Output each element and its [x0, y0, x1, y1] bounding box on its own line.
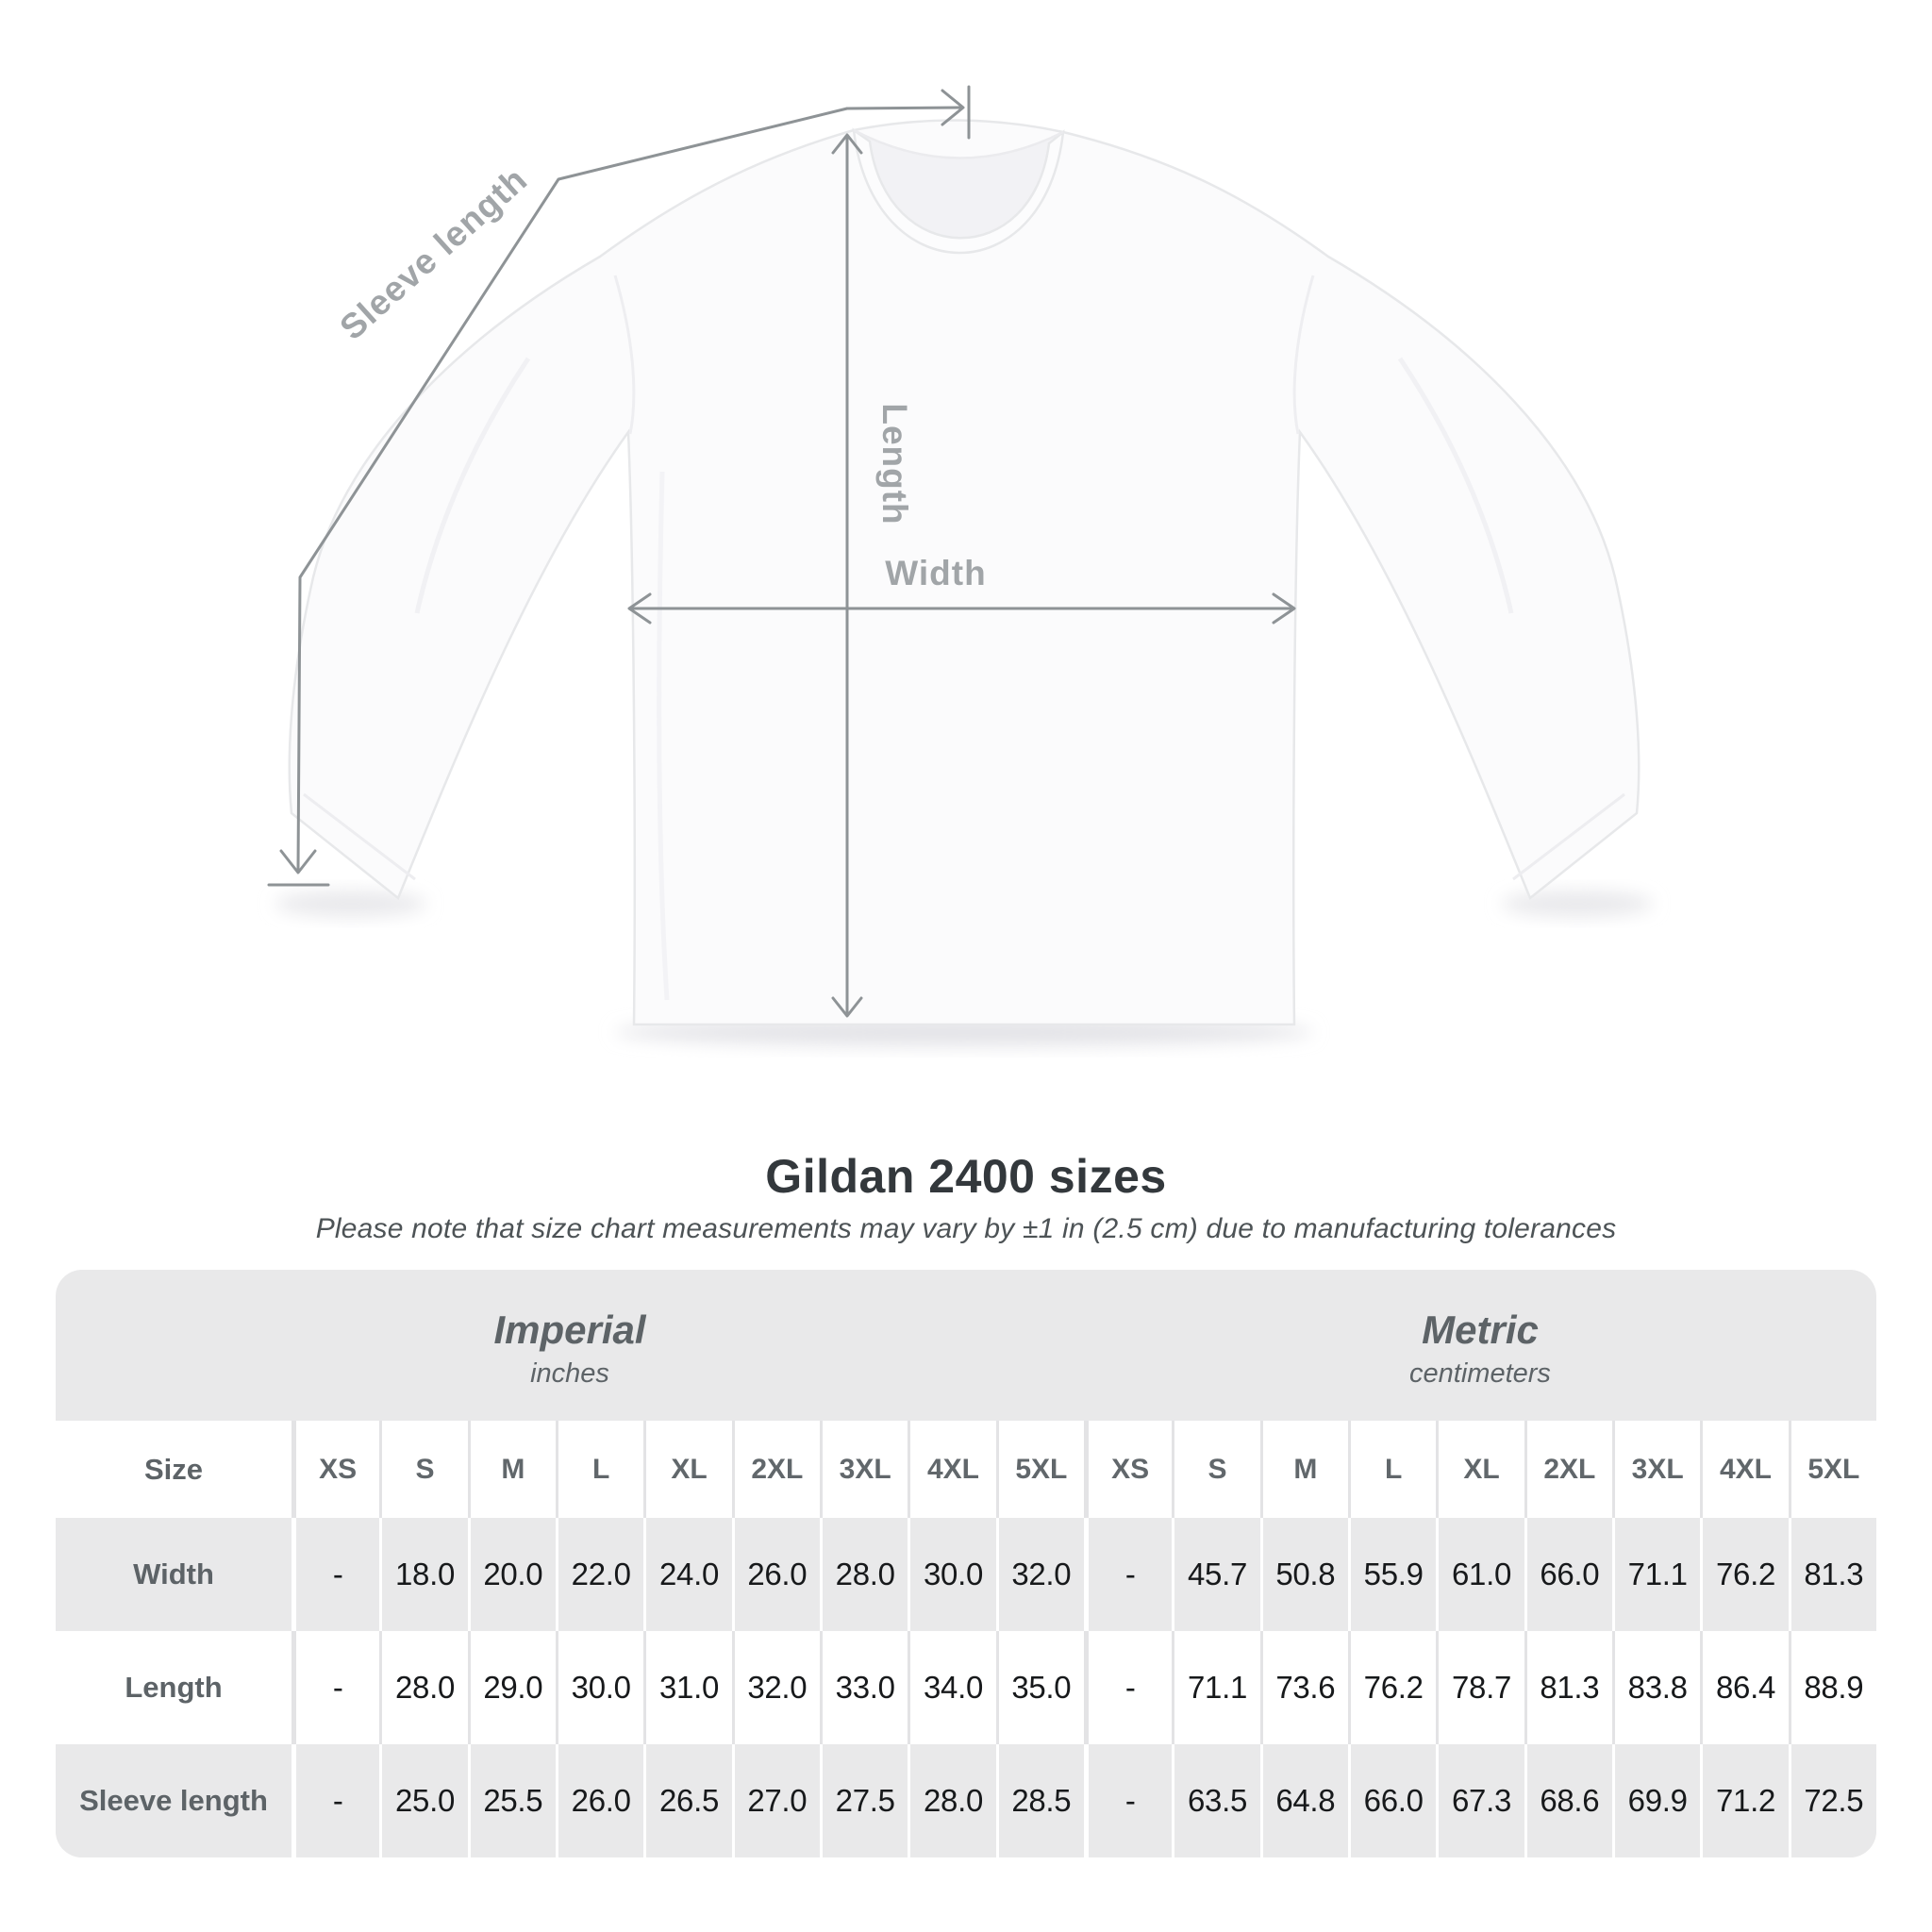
value-metric-L: 76.2: [1348, 1631, 1436, 1744]
value-metric-5XL: 81.3: [1789, 1518, 1876, 1631]
value-metric-L: 66.0: [1348, 1744, 1436, 1857]
value-imperial-2XL: 26.0: [732, 1518, 820, 1631]
row-label: Width: [133, 1557, 214, 1591]
value-metric-5XL: 72.5: [1789, 1744, 1876, 1857]
value-imperial-S: 25.0: [379, 1744, 467, 1857]
value-metric-XL: 67.3: [1436, 1744, 1524, 1857]
value-metric-5XL: 88.9: [1789, 1631, 1876, 1744]
size-header-metric-S: S: [1172, 1421, 1259, 1518]
value-imperial-XL: 31.0: [643, 1631, 731, 1744]
length-label: Length: [875, 403, 914, 525]
size-header-metric-3XL: 3XL: [1612, 1421, 1700, 1518]
value-imperial-XS: -: [291, 1744, 379, 1857]
value-imperial-2XL: 32.0: [732, 1631, 820, 1744]
size-header-imperial-L: L: [556, 1421, 643, 1518]
size-header-imperial-5XL: 5XL: [996, 1421, 1084, 1518]
value-imperial-4XL: 30.0: [908, 1518, 995, 1631]
value-metric-4XL: 71.2: [1700, 1744, 1788, 1857]
value-imperial-XS: -: [291, 1631, 379, 1744]
value-metric-XS: -: [1084, 1744, 1172, 1857]
value-metric-4XL: 86.4: [1700, 1631, 1788, 1744]
value-imperial-S: 18.0: [379, 1518, 467, 1631]
value-metric-3XL: 69.9: [1612, 1744, 1700, 1857]
size-table: [56, 1270, 1876, 1857]
value-imperial-M: 29.0: [468, 1631, 556, 1744]
size-header-metric-M: M: [1260, 1421, 1348, 1518]
value-metric-M: 64.8: [1260, 1744, 1348, 1857]
value-imperial-5XL: 35.0: [996, 1631, 1084, 1744]
page-title: Gildan 2400 sizes: [765, 1150, 1167, 1203]
value-metric-XL: 61.0: [1436, 1518, 1524, 1631]
value-metric-M: 50.8: [1260, 1518, 1348, 1631]
value-metric-L: 55.9: [1348, 1518, 1436, 1631]
value-imperial-M: 25.5: [468, 1744, 556, 1857]
size-header-row: [56, 1421, 1876, 1518]
value-metric-2XL: 66.0: [1524, 1518, 1612, 1631]
value-metric-S: 71.1: [1172, 1631, 1259, 1744]
metric-unit: centimeters: [1409, 1357, 1551, 1389]
size-header-imperial-4XL: 4XL: [908, 1421, 995, 1518]
size-header-metric-2XL: 2XL: [1524, 1421, 1612, 1518]
imperial-unit: inches: [530, 1357, 609, 1389]
value-imperial-3XL: 28.0: [820, 1518, 908, 1631]
size-header-metric-5XL: 5XL: [1789, 1421, 1876, 1518]
value-imperial-XL: 24.0: [643, 1518, 731, 1631]
value-metric-2XL: 68.6: [1524, 1744, 1612, 1857]
table-row: [56, 1744, 1876, 1857]
size-header-imperial-XS: XS: [291, 1421, 379, 1518]
value-metric-M: 73.6: [1260, 1631, 1348, 1744]
imperial-group-header: [56, 1270, 1084, 1421]
value-imperial-2XL: 27.0: [732, 1744, 820, 1857]
value-imperial-5XL: 32.0: [996, 1518, 1084, 1631]
value-imperial-4XL: 34.0: [908, 1631, 995, 1744]
size-header-imperial-S: S: [379, 1421, 467, 1518]
size-header-metric-4XL: 4XL: [1700, 1421, 1788, 1518]
value-imperial-L: 22.0: [556, 1518, 643, 1631]
row-label: Sleeve length: [79, 1784, 268, 1817]
value-metric-S: 63.5: [1172, 1744, 1259, 1857]
size-header-metric-XL: XL: [1436, 1421, 1524, 1518]
value-metric-XS: -: [1084, 1518, 1172, 1631]
row-label: Length: [125, 1671, 223, 1704]
value-metric-XS: -: [1084, 1631, 1172, 1744]
page-subtitle: Please note that size chart measurements may vary by ±1 in (2.5 cm) due to manufacturing tolerances: [315, 1213, 1617, 1244]
table-row: [56, 1631, 1876, 1744]
value-imperial-5XL: 28.5: [996, 1744, 1084, 1857]
size-header-imperial-M: M: [468, 1421, 556, 1518]
value-imperial-XL: 26.5: [643, 1744, 731, 1857]
unit-group-header-row: [56, 1270, 1876, 1421]
size-table-body: [56, 1518, 1876, 1857]
value-imperial-3XL: 33.0: [820, 1631, 908, 1744]
value-imperial-L: 30.0: [556, 1631, 643, 1744]
size-header-imperial-XL: XL: [643, 1421, 731, 1518]
value-metric-4XL: 76.2: [1700, 1518, 1788, 1631]
value-imperial-M: 20.0: [468, 1518, 556, 1631]
size-header-imperial-3XL: 3XL: [820, 1421, 908, 1518]
width-label: Width: [885, 554, 987, 592]
value-metric-3XL: 71.1: [1612, 1518, 1700, 1631]
value-metric-XL: 78.7: [1436, 1631, 1524, 1744]
value-imperial-XS: -: [291, 1518, 379, 1631]
sleeve-length-label: Sleeve length: [332, 159, 535, 348]
value-metric-S: 45.7: [1172, 1518, 1259, 1631]
value-imperial-3XL: 27.5: [820, 1744, 908, 1857]
size-header-metric-L: L: [1348, 1421, 1436, 1518]
metric-group-header: [1084, 1270, 1876, 1421]
value-imperial-L: 26.0: [556, 1744, 643, 1857]
table-row: [56, 1518, 1876, 1631]
size-header-imperial-2XL: 2XL: [732, 1421, 820, 1518]
size-column-header: Size: [143, 1452, 204, 1486]
size-header-metric-XS: XS: [1084, 1421, 1172, 1518]
value-imperial-S: 28.0: [379, 1631, 467, 1744]
value-metric-3XL: 83.8: [1612, 1631, 1700, 1744]
metric-title: Metric: [1422, 1307, 1539, 1352]
value-imperial-4XL: 28.0: [908, 1744, 995, 1857]
imperial-title: Imperial: [493, 1307, 646, 1352]
value-metric-2XL: 81.3: [1524, 1631, 1612, 1744]
